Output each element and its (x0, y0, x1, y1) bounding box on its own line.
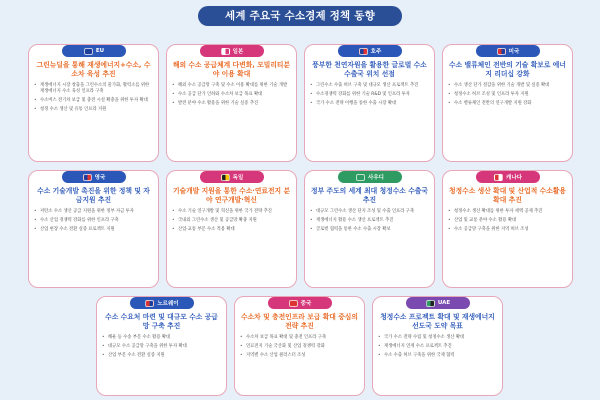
country-badge (476, 45, 540, 57)
card-bullet: • 수소 공급 단가 인하와 수소차 보급 목표 확대 (172, 92, 291, 98)
card-germany (166, 170, 297, 288)
card-bullet: • 수소차 보급 목표 확대 및 충전 인프라 구축 (240, 335, 359, 341)
card-bullet: • 국내외 그린수소 생산 및 공급망 확충 지원 (172, 218, 291, 224)
country-name: 캐나다 (506, 175, 522, 181)
card-bullet: • 수소경쟁력 강화를 위한 기술 R&D 및 인프라 투자 (310, 92, 429, 98)
card-bullet: • 국가 수소 전략 이행을 통한 수출 시장 확대 (310, 101, 429, 107)
country-name: 영국 (94, 175, 106, 181)
country-name: 노르웨이 (157, 301, 179, 307)
card-bullet: • 수소 생산 단가 절감을 위한 기술 개발 및 실증 확대 (448, 83, 567, 89)
card-headline: 수소 수요처 마련 및 대규모 수소 공급망 구축 추진 (105, 313, 218, 330)
card-bullet: • 수소버스 전기차 보급 및 충전 시설 확충을 위한 투자 확대 (34, 98, 153, 104)
card-bullet: • 산업 부문 수소 전환 실증 지원 (102, 353, 221, 359)
country-badge (62, 171, 126, 183)
card-uk (28, 170, 159, 288)
card-bullet: • 산업 및 교통 분야 수소 활용 확대 (448, 218, 567, 224)
card-headline: 수소차 및 충전인프라 보급 확대 중심의 전략 추진 (241, 313, 358, 330)
card-headline: 풍부한 천연자원을 활용한 글로벌 수소 수출국 위치 선점 (312, 61, 427, 78)
card-headline: 기술개발 지원을 통한 수소·연료전지 분야 연구개발·혁신 (172, 187, 291, 204)
country-badge (130, 297, 194, 309)
card-headline: 청정수소 프로젝트 확대 및 재생에너지 선도국 도약 목표 (380, 313, 495, 330)
country-badge (338, 171, 402, 183)
card-headline: 그린뉴딜을 통해 재생에너지+수소, 수소차 육성 추진 (36, 61, 151, 78)
card-bullet: • 해운 등 수송 부문 수소 활용 확대 (102, 335, 221, 341)
card-headline: 정부 주도의 세계 최대 청정수소 수출국 추진 (311, 187, 428, 204)
country-badge (200, 171, 264, 183)
card-australia (304, 44, 435, 162)
card-bullet: • 연료전지 기술 국산화 및 산업 경쟁력 강화 (240, 344, 359, 350)
card-norway (96, 296, 227, 396)
card-bullet: • 저탄소 수소 생산 공급 지원을 위한 정부 자금 투자 (34, 209, 153, 215)
country-name: 독일 (232, 175, 244, 181)
card-bullet: • 대규모 그린수소 생산 단지 조성 및 수출 인프라 구축 (310, 209, 429, 215)
card-bullet: • 산업·교통 부문 수소 적용 확대 (172, 227, 291, 233)
country-name: 호주 (370, 49, 382, 55)
card-bullet: • 청정수소 허브 조성 및 인프라 투자 지원 (448, 92, 567, 98)
card-bullet: • 수소 수출 허브 구축을 위한 국제 협력 (378, 353, 497, 359)
country-badge (62, 45, 126, 57)
country-badge (406, 297, 470, 309)
card-headline: 수소 밸류체인 전반의 기술 확보로 에너지 리더십 강화 (449, 61, 566, 78)
eu-flag-icon (84, 48, 93, 55)
card-bullet: • 수소 공급망 구축을 위한 지역 허브 조성 (448, 227, 567, 233)
card-headline: 청정수소 생산 확대 및 산업적 수소활용 확대 추진 (449, 187, 566, 204)
canada-flag-icon (494, 174, 503, 181)
card-bullet: • 수소 산업 경쟁력 강화를 위한 인프라 구축 (34, 218, 153, 224)
card-bullet: • 대규모 수소 공급망 구축을 위한 투자 확대 (102, 344, 221, 350)
card-bullet: • 글로벌 협력을 통한 수소 수출 시장 확보 (310, 227, 429, 233)
uk-flag-icon (83, 174, 92, 181)
card-bullet: • 산업 현장 수소 전환 실증 프로젝트 지원 (34, 227, 153, 233)
card-bullet: • 청정 수소 생산 및 유통 인프라 지원 (34, 107, 153, 113)
japan-flag-icon (221, 48, 230, 55)
country-badge (268, 297, 332, 309)
card-eu (28, 44, 159, 162)
card-bullet: • 그린수소 수출 허브 구축 및 대규모 생산 프로젝트 추진 (310, 83, 429, 89)
card-canada (442, 170, 573, 288)
card-usa (442, 44, 573, 162)
card-japan (166, 44, 297, 162)
page-title: 세계 주요국 수소경제 정책 동향 (198, 6, 402, 26)
card-bullet: • 지역별 수소 산업 클러스터 조성 (240, 353, 359, 359)
uae-flag-icon (426, 300, 435, 307)
card-saudi (304, 170, 435, 288)
country-badge (338, 45, 402, 57)
china-flag-icon (289, 300, 298, 307)
card-bullet: • 청정수소 생산 확대를 위한 투자 세액 공제 추진 (448, 209, 567, 215)
card-headline: 수소 기술개발 촉진을 위한 정책 및 자금지원 추진 (37, 187, 150, 204)
norway-flag-icon (145, 300, 154, 307)
country-name: 중국 (300, 301, 312, 307)
card-bullet: • 수소 밸류체인 전반의 연구개발 지원 강화 (448, 101, 567, 107)
country-name: 미국 (508, 49, 520, 55)
card-bullet: • 수소 기술 연구개발 및 혁신을 위한 국가 전략 추진 (172, 209, 291, 215)
saudi-flag-icon (356, 174, 365, 181)
card-bullet: • 재생에너지 활용 수소 생산 프로젝트 추진 (310, 218, 429, 224)
country-name: 사우디 (368, 175, 384, 181)
country-name: EU (95, 48, 105, 54)
country-badge (200, 45, 264, 57)
card-headline: 해외 수소 공급체계 다변화, 모빌리티분야 이용 확대 (172, 61, 291, 78)
card-uae (372, 296, 503, 396)
country-badge (476, 171, 540, 183)
australia-flag-icon (359, 48, 368, 55)
card-bullet: • 재생에너지 시장 창출을 그린수소의 물가화, 활력소를 위한 재생에너지 수소 육성 인프라 구축 (34, 83, 153, 95)
country-name: UAE (437, 300, 451, 306)
card-china (234, 296, 365, 396)
germany-flag-icon (221, 174, 230, 181)
usa-flag-icon (497, 48, 506, 55)
card-bullet: • 해외 수소 공급망 구축 및 수소 이용 확대를 위한 기술 개발 (172, 83, 291, 89)
card-bullet: • 국가 수소 전략 수립 및 청정수소 생산 확대 (378, 335, 497, 341)
country-name: 일본 (232, 49, 244, 55)
card-bullet: • 발전 분야 수소 활용을 위한 기술 실증 추진 (172, 101, 291, 107)
card-bullet: • 재생에너지 연계 수소 프로젝트 추진 (378, 344, 497, 350)
